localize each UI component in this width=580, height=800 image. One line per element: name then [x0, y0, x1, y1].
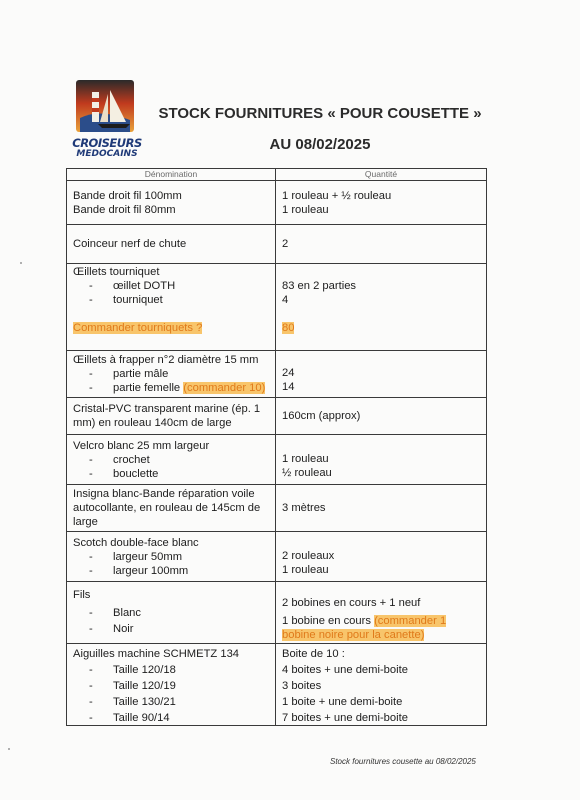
sub-item: - largeur 50mm	[89, 550, 183, 563]
item-cell	[67, 264, 276, 351]
table-header-row	[67, 169, 487, 181]
qty-cell	[276, 485, 487, 532]
item-qty: 24	[282, 367, 295, 379]
scan-speck	[8, 748, 10, 750]
item-name: Cristal-PVC transparent marine (ép. 1	[73, 403, 261, 415]
scan-speck	[20, 262, 22, 264]
item-name: Coinceur nerf de chute	[73, 238, 187, 250]
item-qty: 1 boite + une demi-boite	[282, 696, 403, 708]
qty-cell	[276, 264, 487, 351]
item-cell	[67, 435, 276, 485]
item-qty: 1 bobine en cours (commander 1	[282, 615, 447, 627]
qty-cell	[276, 582, 487, 644]
sub-item: - tourniquet	[89, 294, 163, 306]
item-qty: 7 boites + une demi-boite	[282, 712, 408, 724]
table-row	[67, 435, 487, 485]
column-header-qty: Quantité	[276, 169, 487, 181]
item-name: Fils	[73, 589, 91, 601]
item-name: Insigna blanc-Bande réparation voile	[73, 488, 255, 500]
item-qty: ½ rouleau	[282, 467, 332, 479]
item-cell	[67, 398, 276, 435]
qty-cell	[276, 532, 487, 582]
item-name: autocollante, en rouleau de 145cm de	[73, 502, 261, 514]
table-row	[67, 532, 487, 582]
order-note: bobine noire pour la canette)	[282, 629, 425, 641]
sub-item: - crochet	[89, 453, 150, 466]
club-logo	[70, 78, 140, 178]
logo-line-1: CROISEURS	[72, 136, 142, 150]
item-qty: 2 rouleaux	[282, 550, 335, 562]
item-qty: 3 mètres	[282, 502, 326, 514]
sub-item: - partie mâle	[89, 368, 169, 380]
item-name: Bande droit fil 100mm	[73, 189, 182, 202]
sub-item: - œillet DOTH	[89, 280, 176, 292]
item-name: Bande droit fil 80mm	[73, 203, 176, 216]
item-name: large	[73, 516, 98, 528]
item-qty: Boite de 10 :	[282, 648, 345, 660]
sub-item: - Taille 120/18	[89, 664, 176, 676]
qty-cell	[276, 351, 487, 398]
item-qty: 2	[282, 238, 289, 250]
item-qty: 4 boites + une demi-boite	[282, 664, 408, 676]
item-cell	[67, 644, 276, 726]
item-qty: 2 bobines en cours + 1 neuf	[282, 597, 421, 609]
sub-item: - Noir	[89, 623, 134, 635]
item-name: Scotch double-face blanc	[73, 536, 199, 549]
sub-item: - partie femelle (commander 10)	[89, 382, 266, 394]
page-title: STOCK FOURNITURES « POUR COUSETTE »	[158, 105, 482, 122]
table-row	[67, 225, 487, 264]
item-qty: 160cm (approx)	[282, 410, 361, 422]
qty-cell	[276, 225, 487, 264]
order-qty: 80	[282, 322, 295, 334]
table-row	[67, 351, 487, 398]
item-qty: 3 boites	[282, 680, 322, 692]
item-name: Velcro blanc 25 mm largeur	[73, 439, 210, 452]
item-name: Œillets à frapper n°2 diamètre 15 mm	[73, 354, 259, 366]
item-name: Œillets tourniquet	[73, 266, 160, 278]
item-cell	[67, 225, 276, 264]
stock-table	[66, 168, 487, 726]
page-date: AU 08/02/2025	[269, 136, 371, 153]
item-name: mm) en rouleau 140cm de large	[73, 417, 232, 429]
item-qty: 1 rouleau + ½ rouleau	[282, 189, 392, 202]
table-row	[67, 398, 487, 435]
item-cell	[67, 351, 276, 398]
table-row	[67, 644, 487, 726]
item-qty: 83 en 2 parties	[282, 280, 357, 292]
table-row	[67, 485, 487, 532]
table-row	[67, 264, 487, 351]
item-qty: 14	[282, 381, 295, 393]
logo-text	[72, 138, 142, 160]
page-footer: Stock fournitures cousette au 08/02/2025	[330, 757, 476, 766]
item-cell	[67, 181, 276, 225]
order-note: Commander tourniquets ?	[73, 322, 203, 334]
qty-cell	[276, 181, 487, 225]
sub-item: - Blanc	[89, 607, 141, 619]
logo-line-2: MEDOCAINS	[76, 149, 138, 159]
qty-cell	[276, 435, 487, 485]
sub-item: - Taille 130/21	[89, 696, 176, 708]
item-name: Aiguilles machine SCHMETZ 134	[73, 648, 240, 660]
sub-item: - largeur 100mm	[89, 564, 189, 577]
qty-cell	[276, 398, 487, 435]
order-note: (commander 10)	[183, 382, 266, 394]
item-cell	[67, 582, 276, 644]
item-cell	[67, 532, 276, 582]
item-qty: 1 rouleau	[282, 453, 329, 465]
item-qty: 1 rouleau	[282, 203, 329, 216]
table-row	[67, 181, 487, 225]
sub-item: - Taille 90/14	[89, 712, 170, 724]
column-header-name: Dénomination	[67, 169, 276, 181]
table-row	[67, 582, 487, 644]
sub-item: - Taille 120/19	[89, 680, 176, 692]
item-qty: 1 rouleau	[282, 564, 329, 576]
qty-cell	[276, 644, 487, 726]
item-cell	[67, 485, 276, 532]
order-note: (commander 1	[374, 615, 447, 627]
item-qty: 4	[282, 294, 289, 306]
sub-item: - bouclette	[89, 467, 159, 480]
